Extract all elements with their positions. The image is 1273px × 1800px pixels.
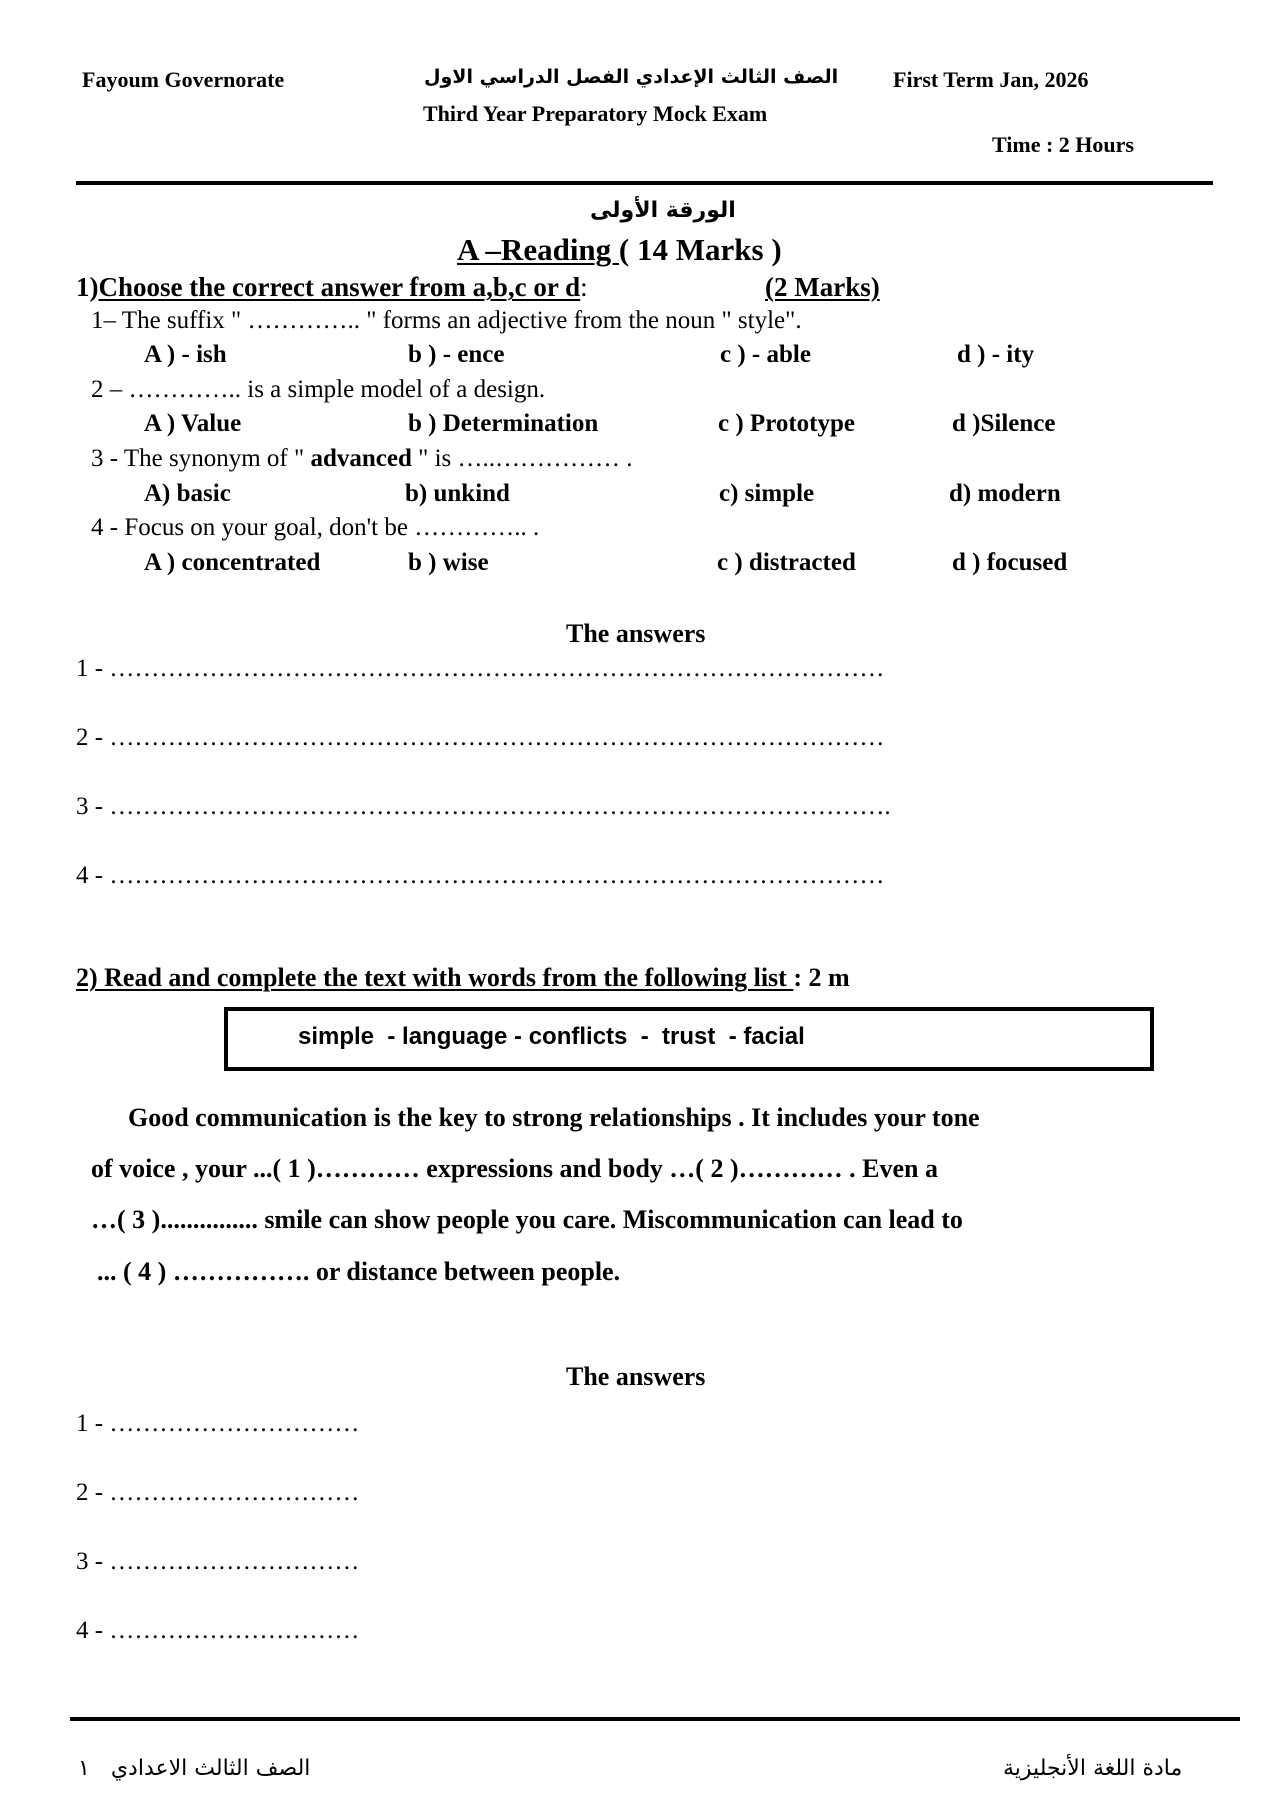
q1-item-4-stem: 4 - Focus on your goal, don't be ………….. . bbox=[91, 514, 540, 541]
q1-item-3-keyword: advanced bbox=[310, 445, 412, 472]
word-list-box bbox=[224, 1007, 1154, 1071]
q2-answer-line-2[interactable]: 2 - ………………………… bbox=[76, 1479, 360, 1506]
paragraph-line-3: …( 3 )............... smile can show people you care. Miscommunication can lead to bbox=[91, 1205, 963, 1234]
q1-item-1-option-d: d ) - ity bbox=[957, 341, 1035, 368]
paper-label: الورقة الأولى bbox=[590, 198, 736, 223]
q1-item-3-stem bbox=[91, 445, 633, 473]
section-marks: ( 14 Marks ) bbox=[618, 232, 782, 267]
q1-number: 1) bbox=[76, 272, 99, 302]
q1-item-2-option-c: c ) Prototype bbox=[718, 410, 855, 437]
word-list: simple - language - conflicts - trust - facial bbox=[298, 1023, 805, 1050]
q1-item-1-option-c: c ) - able bbox=[720, 341, 811, 368]
q1-item-2-option-a: A ) Value bbox=[144, 410, 242, 437]
paragraph-line-2: of voice , your ...( 1 )………… expressions and body …( 2 )………… . Even a bbox=[91, 1154, 938, 1183]
q2-answers-title: The answers bbox=[566, 1362, 706, 1391]
q1-item-3-option-a: A) basic bbox=[144, 480, 231, 507]
q1-colon: : bbox=[580, 272, 588, 302]
q2-heading bbox=[76, 963, 850, 993]
q1-answer-line-4[interactable]: 4 - ………………………………………………………………………………… bbox=[76, 862, 885, 889]
q2-answer-line-3[interactable]: 3 - ………………………… bbox=[76, 1548, 360, 1575]
q1-item-3-option-c: c) simple bbox=[719, 480, 815, 507]
q1-item-3-stem-post: " is …..…………… . bbox=[411, 445, 633, 472]
q1-item-2-stem: 2 – ………….. is a simple model of a design. bbox=[91, 376, 546, 403]
exam-title: Third Year Preparatory Mock Exam bbox=[423, 101, 768, 126]
page-number: ١ bbox=[78, 1756, 90, 1781]
footer-left bbox=[78, 1756, 310, 1781]
q1-item-1-option-b: b ) - ence bbox=[408, 341, 505, 368]
governorate-label: Fayoum Governorate bbox=[82, 67, 285, 92]
q2-answer-line-1[interactable]: 1 - ………………………… bbox=[76, 1410, 360, 1437]
q2-answer-line-4[interactable]: 4 - ………………………… bbox=[76, 1617, 360, 1644]
section-title: A –Reading bbox=[457, 232, 619, 267]
term-label: First Term Jan, 2026 bbox=[893, 67, 1089, 92]
q1-item-4-option-a: A ) concentrated bbox=[144, 549, 321, 576]
q1-item-4-option-c: c ) distracted bbox=[717, 549, 856, 576]
q1-answer-line-2[interactable]: 2 - ………………………………………………………………………………… bbox=[76, 724, 885, 751]
footer-grade: الصف الثالث الاعدادي bbox=[110, 1756, 311, 1781]
q1-item-3-option-d: d) modern bbox=[949, 480, 1061, 507]
paragraph-line-4: ... ( 4 ) ……………. or distance between people. bbox=[97, 1257, 621, 1286]
q1-heading bbox=[76, 272, 588, 303]
q1-item-3-option-b: b) unkind bbox=[405, 480, 510, 507]
q2-instruction: 2) Read and complete the text with words from the following list bbox=[76, 963, 794, 992]
q1-item-2-option-d: d )Silence bbox=[952, 410, 1056, 437]
q1-answer-line-1[interactable]: 1 - ………………………………………………………………………………… bbox=[76, 655, 885, 682]
q1-item-1-option-a: A ) - ish bbox=[144, 341, 227, 368]
arabic-grade-term: الصف الثالث الإعدادي الفصل الدراسي الاول bbox=[424, 66, 839, 88]
q1-item-1-stem: 1– The suffix " ………….. " forms an adjective from the noun " style". bbox=[91, 307, 802, 334]
q1-answers-title: The answers bbox=[566, 619, 706, 648]
time-label: Time : 2 Hours bbox=[992, 132, 1134, 157]
q1-item-2-option-b: b ) Determination bbox=[408, 410, 599, 437]
section-title-row bbox=[457, 232, 782, 268]
footer-divider bbox=[70, 1717, 1240, 1721]
paragraph-line-1: Good communication is the key to strong relationships . It includes your tone bbox=[128, 1103, 980, 1132]
q1-marks: (2 Marks) bbox=[765, 272, 880, 302]
header-divider bbox=[76, 181, 1213, 185]
q2-marks: : 2 m bbox=[793, 963, 850, 992]
q1-item-4-option-b: b ) wise bbox=[408, 549, 489, 576]
q1-instruction: Choose the correct answer from a,b,c or d bbox=[98, 272, 581, 302]
footer-subject: مادة اللغة الأنجليزية bbox=[1003, 1756, 1183, 1781]
q1-item-3-stem-pre: 3 - The synonym of " bbox=[91, 445, 311, 472]
q1-item-4-option-d: d ) focused bbox=[952, 549, 1068, 576]
q1-answer-line-3[interactable]: 3 - …………………………………………………………………………………. bbox=[76, 793, 891, 820]
